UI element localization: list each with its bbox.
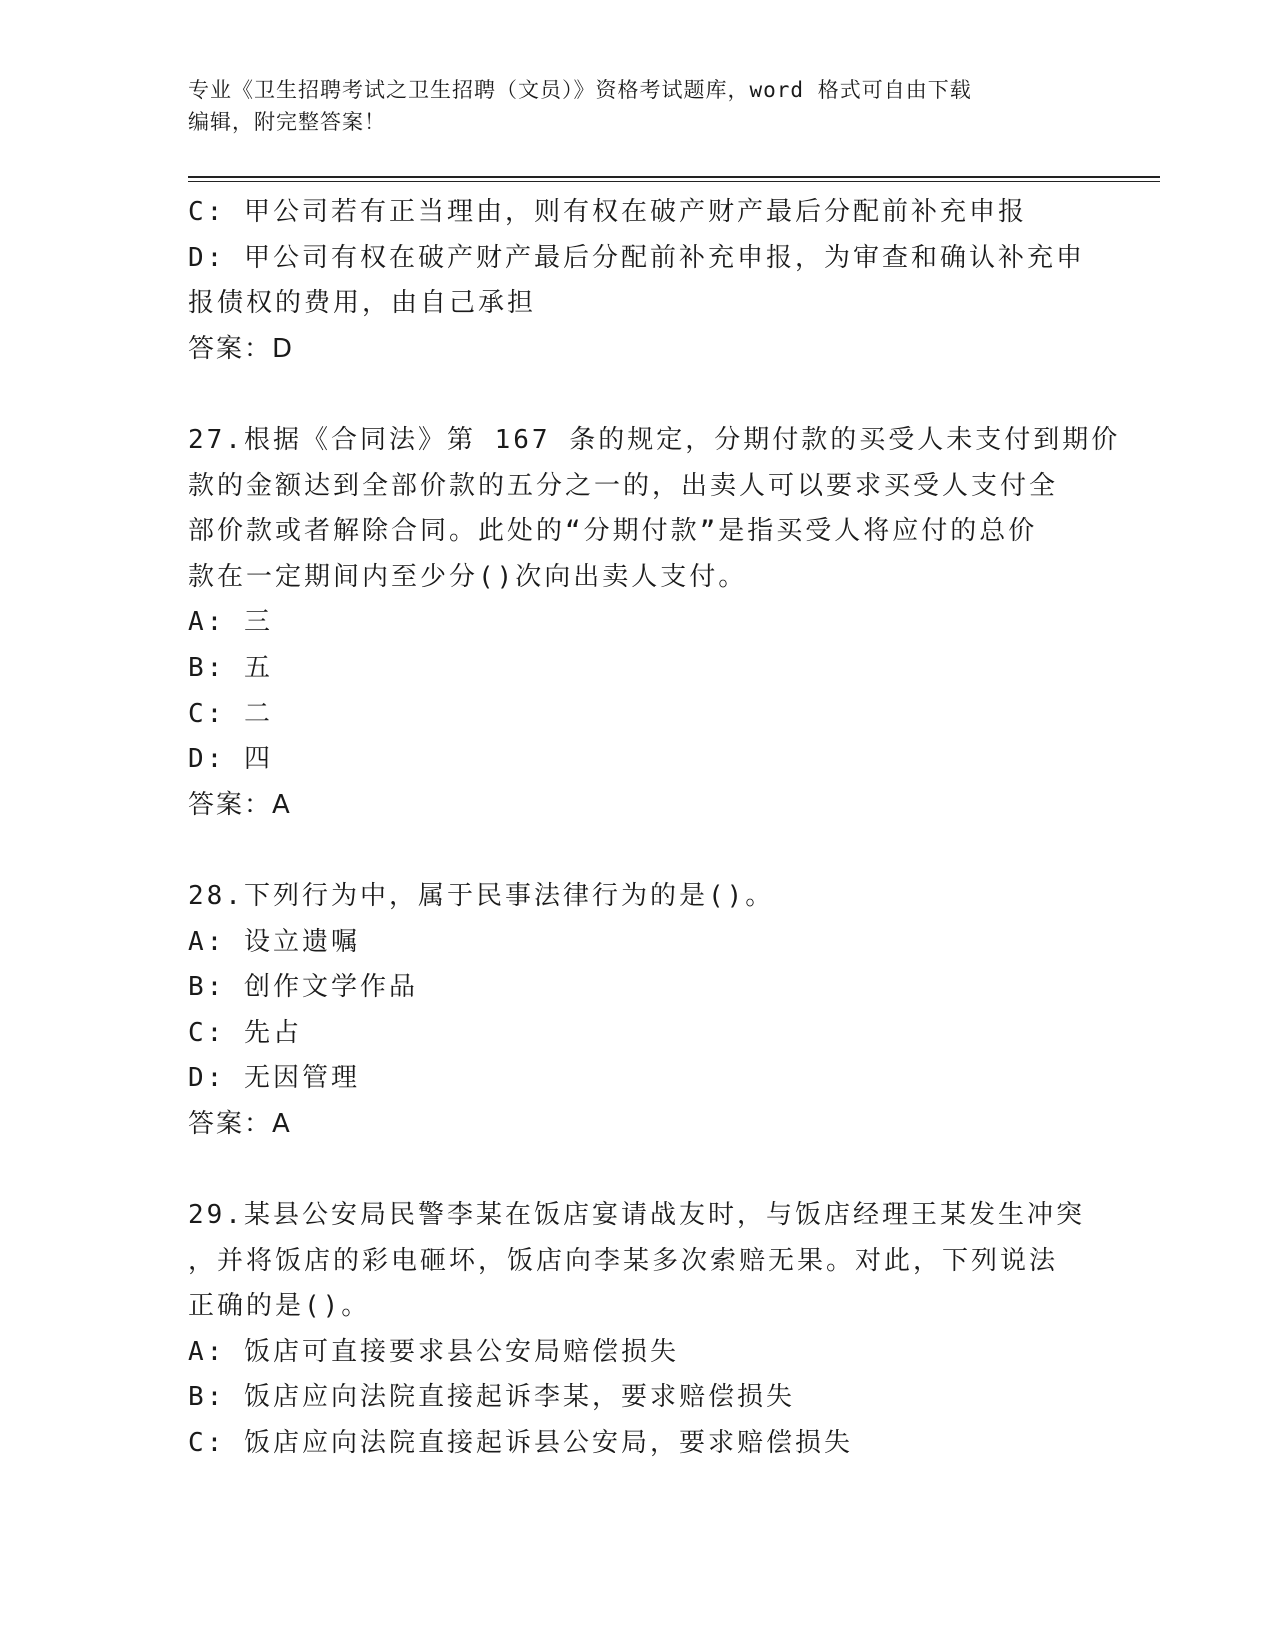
option-c: C: 甲公司若有正当理由，则有权在破产财产最后分配前补充申报 — [188, 197, 1027, 227]
question-29 — [188, 1193, 1088, 1467]
option-d: D: 无因管理 — [188, 1063, 360, 1094]
option-c: C: 先占 — [188, 1017, 302, 1048]
answer: 答案：D — [188, 333, 295, 364]
question-28 — [188, 874, 1088, 1148]
option-d-continued: 报债权的费用，由自己承担 — [188, 288, 537, 319]
question-gap — [188, 1147, 1088, 1193]
question-stem-continued: ，并将饭店的彩电砸坏，饭店向李某多次索赔无果。对此，下列说法 — [188, 1245, 1059, 1276]
page-header — [188, 74, 1088, 138]
option-d: D: 甲公司有权在破产财产最后分配前补充申报，为审查和确认补充申 — [188, 242, 1085, 273]
question-27 — [188, 418, 1121, 828]
header-divider — [188, 176, 1160, 182]
question-stem-continued: 款的金额达到全部价款的五分之一的，出卖人可以要求买受人支付全 — [188, 470, 1059, 501]
option-a: A: 设立遗嘱 — [188, 926, 360, 957]
question-stem-continued: 款在一定期间内至少分()次向出卖人支付。 — [188, 561, 748, 592]
option-c: C: 饭店应向法院直接起诉县公安局，要求赔偿损失 — [188, 1428, 853, 1459]
option-c: C: 二 — [188, 698, 273, 729]
option-b: B: 创作文学作品 — [188, 972, 418, 1003]
option-a: A: 饭店可直接要求县公安局赔偿损失 — [188, 1336, 679, 1367]
question-stem: 27.根据《合同法》第 167 条的规定，分期付款的买受人未支付到期价 — [188, 424, 1121, 455]
option-b: B: 五 — [188, 652, 273, 683]
question-gap — [188, 828, 1088, 874]
question-26-tail — [188, 190, 1088, 372]
question-stem-continued: 正确的是()。 — [188, 1291, 371, 1322]
question-stem-continued: 部价款或者解除合同。此处的“分期付款”是指买受人将应付的总价 — [188, 516, 1038, 547]
option-d: D: 四 — [188, 744, 273, 775]
option-b: B: 饭店应向法院直接起诉李某，要求赔偿损失 — [188, 1382, 795, 1413]
answer: 答案：A — [188, 789, 292, 820]
header-line-2: 编辑，附完整答案！ — [188, 110, 386, 134]
answer: 答案：A — [188, 1108, 292, 1139]
question-list — [188, 190, 1121, 1467]
question-gap — [188, 372, 1088, 418]
option-a: A: 三 — [188, 607, 273, 638]
header-line-1: 专业《卫生招聘考试之卫生招聘（文员）》资格考试题库，word 格式可自由下载 — [188, 78, 972, 102]
question-stem: 29.某县公安局民警李某在饭店宴请战友时，与饭店经理王某发生冲突 — [188, 1200, 1085, 1231]
question-stem: 28.下列行为中，属于民事法律行为的是()。 — [188, 880, 775, 911]
